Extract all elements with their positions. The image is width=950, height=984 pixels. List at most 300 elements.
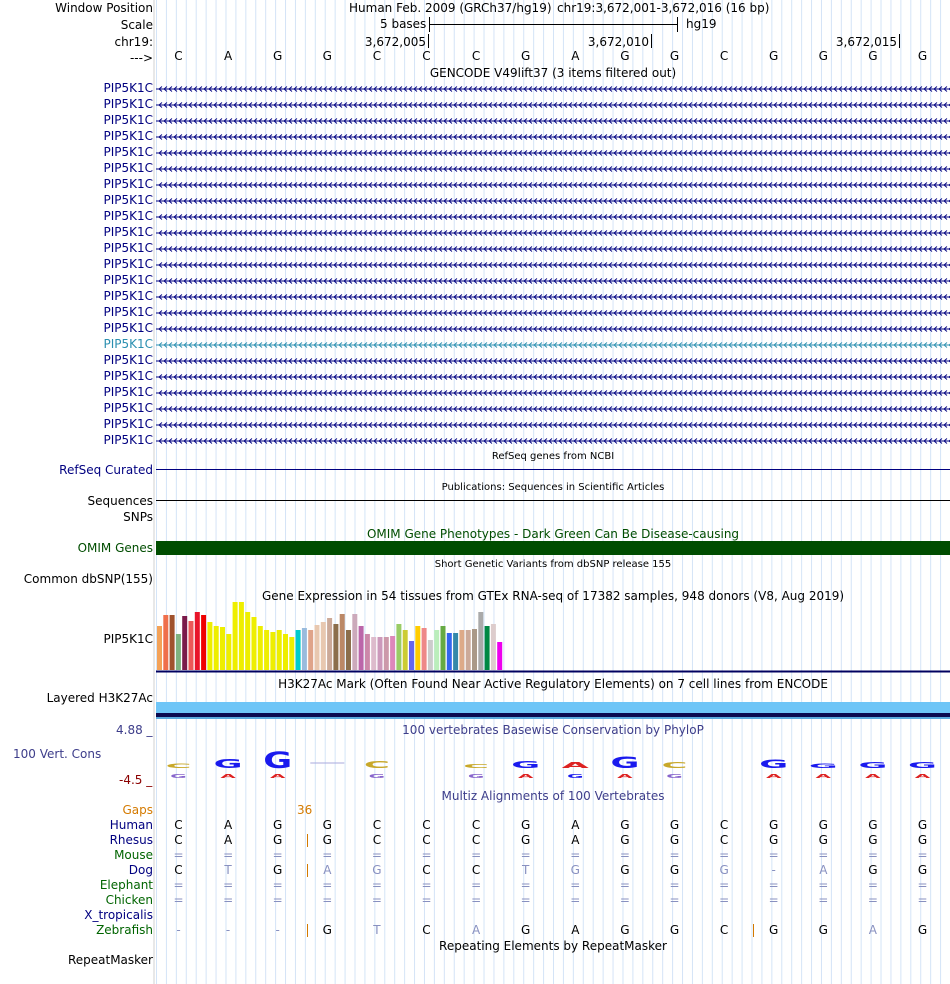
ruler-tick-label: 3,672,005 [364, 35, 426, 49]
alignment-base: G [521, 818, 531, 832]
phylop-track-title: 100 vertebrates Basewise Conservation by PhyloP [402, 723, 704, 737]
phylop-logo-letter: G [567, 773, 584, 780]
phylop-logo-letter: C [661, 760, 688, 771]
alignment-base: = [223, 893, 234, 907]
gtex-bar [403, 630, 408, 670]
alignment-base: A [471, 923, 481, 937]
alignment-base: = [421, 893, 432, 907]
gtex-bar [346, 630, 351, 670]
alignment-base: = [867, 878, 878, 892]
alignment-base: A [223, 833, 233, 847]
base-letter: G [521, 49, 531, 63]
gtex-bar [270, 632, 275, 670]
phylop-logo-letter: A [561, 760, 589, 771]
gtex-bar [264, 630, 269, 670]
alignment-base: = [520, 848, 531, 862]
gtex-bar [163, 615, 168, 670]
ruler-tick-label: 3,672,010 [587, 35, 649, 49]
alignment-base: G [570, 863, 580, 877]
base-letter: G [769, 49, 779, 63]
gtex-bar [201, 615, 206, 670]
phylop-logo-letter: A [865, 773, 881, 780]
gtex-bar [214, 626, 219, 670]
gtex-bar [226, 634, 231, 670]
phylop-logo-letter: A [914, 773, 931, 780]
alignment-base: = [669, 848, 680, 862]
gtex-bar [277, 630, 282, 670]
omim-track-label[interactable]: OMIM Genes [77, 541, 153, 555]
alignment-base: = [669, 878, 680, 892]
phylop-logo-letter: C [363, 759, 390, 771]
alignment-base: G [273, 818, 283, 832]
alignment-base: G [273, 863, 283, 877]
alignment-base: - [225, 923, 231, 937]
alignment-base: = [917, 893, 928, 907]
alignment-base: G [669, 818, 680, 832]
gencode-transcript-line[interactable] [156, 100, 950, 110]
alignment-base: G [620, 818, 630, 832]
phylop-logo-letter: A [617, 773, 633, 780]
alignment-base: = [371, 848, 382, 862]
strand-label: ---> [129, 51, 153, 65]
gtex-bar [176, 634, 181, 670]
alignment-base: = [272, 848, 283, 862]
phylop-logo-letter: G [808, 762, 838, 770]
alignment-base: A [323, 863, 332, 877]
base-letter: A [571, 49, 580, 63]
alignment-base: = [867, 893, 878, 907]
alignment-base: A [868, 923, 877, 937]
gencode-transcript-line[interactable] [156, 116, 950, 126]
alignment-base: G [818, 923, 828, 937]
gencode-transcript-line[interactable] [156, 196, 950, 206]
gaps-label[interactable]: Gaps [122, 803, 153, 817]
gencode-transcript-line[interactable] [156, 228, 950, 238]
dbsnp-track-title: Short Genetic Variants from dbSNP release 155 [434, 559, 672, 570]
repeatmasker-track-label[interactable]: RepeatMasker [67, 953, 153, 967]
gtex-bar [365, 634, 370, 670]
gencode-track-title: GENCODE V49lift37 (3 items filtered out) [429, 66, 677, 80]
gencode-transcript-label[interactable]: PIP5K1C [103, 97, 153, 111]
alignment-base: = [223, 848, 234, 862]
gtex-bar [321, 622, 326, 670]
gtex-bar [378, 637, 383, 670]
alignment-base: = [371, 878, 382, 892]
gtex-bar [453, 633, 458, 670]
gtex-bar [220, 627, 225, 670]
alignment-base: = [917, 878, 928, 892]
chrom-label: chr19: [114, 35, 153, 49]
alignment-base: = [768, 848, 779, 862]
gencode-transcript-label[interactable]: PIP5K1C [103, 369, 153, 383]
gtex-bar [258, 626, 263, 670]
gencode-transcript-line[interactable] [156, 132, 950, 142]
alignment-base: G [372, 863, 382, 877]
alignment-base: C [471, 818, 481, 832]
gtex-bar [296, 630, 301, 670]
gencode-transcript-label[interactable]: PIP5K1C [103, 81, 153, 95]
alignment-base: = [768, 893, 779, 907]
gtex-bar [189, 621, 194, 670]
alignment-base: G [719, 863, 729, 877]
gtex-bar [308, 630, 313, 670]
gencode-transcript-line[interactable] [156, 340, 950, 350]
alignment-base: = [520, 878, 531, 892]
gencode-transcript-line[interactable] [156, 420, 950, 430]
gtex-bar [289, 637, 294, 670]
gtex-bar [315, 625, 320, 670]
species-label[interactable]: Human [109, 818, 153, 832]
base-letter: G [620, 49, 630, 63]
phylop-logo-letter: G [213, 756, 243, 772]
alignment-base: = [371, 893, 382, 907]
gtex-bar-chart[interactable] [156, 600, 950, 675]
gencode-transcript-label[interactable]: PIP5K1C [103, 337, 153, 351]
gtex-bar [327, 618, 332, 670]
phylop-logo-letter: G [170, 773, 187, 780]
phylop-track-label[interactable]: 100 Vert. Cons [13, 747, 102, 761]
gtex-bar [239, 602, 244, 670]
alignment-base: C [372, 818, 382, 832]
gencode-transcript-line[interactable] [156, 436, 950, 446]
alignment-base: A [819, 863, 828, 877]
refseq-gene-line[interactable] [156, 469, 950, 470]
alignment-base: C [422, 818, 431, 832]
scale-text: 5 bases [380, 17, 427, 31]
omim-track-title: OMIM Gene Phenotypes - Dark Green Can Be Disease-causing [366, 527, 740, 541]
publications-line[interactable] [156, 500, 950, 501]
gtex-bar [441, 626, 446, 670]
alignment-base: G [322, 818, 332, 832]
alignment-base: = [471, 878, 482, 892]
alignment-base: - [176, 923, 181, 937]
gtex-bar [283, 634, 288, 670]
alignment-base: = [173, 893, 184, 907]
gtex-bar [157, 626, 162, 670]
gtex-bar [409, 641, 414, 670]
gtex-bar [252, 617, 257, 670]
refseq-track-label[interactable]: RefSeq Curated [59, 463, 153, 477]
gtex-bar [459, 630, 464, 670]
species-label[interactable]: Chicken [105, 893, 153, 907]
gencode-transcript-label[interactable]: PIP5K1C [103, 257, 153, 271]
gencode-transcript-line[interactable] [156, 148, 950, 158]
base-letter: G [917, 49, 928, 63]
gtex-bar [415, 626, 420, 670]
gap-count: 36 [297, 803, 313, 817]
publications-track-title: Publications: Sequences in Scientific Articles [441, 482, 665, 493]
species-label[interactable]: X_tropicalis [84, 908, 153, 922]
alignment-base: C [471, 863, 481, 877]
gencode-transcript-line[interactable] [156, 356, 950, 366]
species-label[interactable]: Zebrafish [96, 923, 153, 937]
phylop-logo-letter: G [263, 747, 293, 774]
gencode-transcript-label[interactable]: PIP5K1C [103, 321, 153, 335]
gencode-transcript-label[interactable]: PIP5K1C [103, 177, 153, 191]
alignment-base: = [471, 848, 482, 862]
gencode-transcript-label[interactable]: PIP5K1C [103, 433, 153, 447]
gap-marker [307, 864, 308, 877]
gencode-transcript-line[interactable] [156, 308, 950, 318]
gencode-transcript-label[interactable]: PIP5K1C [103, 305, 153, 319]
phylop-logo[interactable] [156, 742, 950, 782]
gencode-transcript-line[interactable] [156, 372, 950, 382]
alignment-base: = [173, 848, 184, 862]
scale-label: Scale [120, 18, 153, 32]
gencode-transcript-line[interactable] [156, 324, 950, 334]
gencode-transcript-label[interactable]: PIP5K1C [103, 209, 153, 223]
alignment-base: G [917, 923, 928, 937]
alignment-base: G [620, 863, 630, 877]
dbsnp-track-label[interactable]: Common dbSNP(155) [23, 572, 153, 586]
alignment-base: G [868, 818, 878, 832]
alignment-base: G [769, 923, 779, 937]
phylop-logo-letter: G [511, 759, 541, 771]
gtex-bar [384, 637, 389, 670]
alignment-base: = [719, 893, 730, 907]
alignment-base: = [619, 893, 630, 907]
gtex-bar [340, 614, 345, 670]
alignment-base: G [669, 923, 680, 937]
gencode-transcript-line[interactable] [156, 180, 950, 190]
alignment-base: G [322, 923, 332, 937]
omim-gene-bar[interactable] [156, 541, 950, 555]
gtex-bar [352, 614, 357, 670]
gencode-transcript-label[interactable]: PIP5K1C [103, 385, 153, 399]
multiz-track-title: Multiz Alignments of 100 Vertebrates [441, 789, 665, 803]
window-position-label: Window Position [55, 1, 153, 15]
alignment-base: = [917, 848, 928, 862]
alignment-base: T [373, 923, 381, 937]
alignment-base: T [522, 863, 530, 877]
phylop-logo-letter: G [467, 773, 485, 780]
phylop-max-label: 4.88 _ [116, 723, 153, 737]
scale-db: hg19 [686, 17, 717, 31]
ruler-tick-label: 3,672,015 [835, 35, 897, 49]
gtex-bar [302, 628, 307, 670]
alignment-base: = [619, 878, 630, 892]
window-position: chr19:3,672,001-3,672,016 (16 bp) [557, 1, 770, 15]
phylop-logo-letter: A [765, 773, 782, 780]
scale-bar [429, 17, 678, 33]
publications-track-label[interactable]: Sequences [87, 494, 153, 508]
gtex-track-title: Gene Expression in 54 tissues from GTEx RNA-seq of 17382 samples, 948 donors (V8, Aug 2019) [261, 589, 845, 603]
base-letter: C [422, 49, 431, 63]
gencode-transcript-label[interactable]: PIP5K1C [103, 353, 153, 367]
gtex-bar [497, 642, 502, 670]
h3k27ac-signal-edge [156, 717, 950, 719]
gtex-bar [434, 630, 439, 670]
gtex-bar [396, 624, 401, 670]
gtex-track-label[interactable]: PIP5K1C [103, 632, 153, 646]
gencode-transcript-label[interactable]: PIP5K1C [103, 161, 153, 175]
gtex-bar [195, 612, 200, 670]
phylop-logo-letter: G [666, 773, 683, 780]
gencode-transcript-line[interactable] [156, 84, 950, 94]
alignment-base: C [174, 833, 183, 847]
assembly-name: Human Feb. 2009 (GRCh37/hg19) [349, 1, 552, 15]
gtex-bar [428, 640, 433, 670]
base-letter: G [273, 49, 283, 63]
gtex-bar [491, 624, 496, 670]
alignment-base: - [275, 923, 280, 937]
phylop-logo-letter: C [463, 762, 490, 770]
alignment-base: = [272, 878, 283, 892]
gencode-transcript-line[interactable] [156, 292, 950, 302]
gencode-transcript-label[interactable]: PIP5K1C [103, 113, 153, 127]
gencode-transcript-line[interactable] [156, 276, 950, 286]
gtex-bar [182, 616, 187, 670]
gencode-transcript-label[interactable]: PIP5K1C [103, 417, 153, 431]
alignment-base: G [818, 818, 828, 832]
base-letter: A [223, 49, 233, 63]
alignment-base: A [223, 818, 233, 832]
gap-marker [307, 924, 308, 937]
species-label[interactable]: Rhesus [109, 833, 153, 847]
alignment-base: G [273, 833, 283, 847]
phylop-logo-letter: A [269, 773, 286, 780]
alignment-base: = [272, 893, 283, 907]
alignment-base: = [867, 848, 878, 862]
gencode-transcript-label[interactable]: PIP5K1C [103, 129, 153, 143]
alignment-base: = [619, 848, 630, 862]
base-letter: C [719, 49, 729, 63]
alignment-base: G [620, 833, 630, 847]
alignment-base: C [422, 833, 431, 847]
alignment-base: G [868, 863, 878, 877]
h3k27ac-track-title: H3K27Ac Mark (Often Found Near Active Regulatory Elements) on 7 cell lines from ENCODE [278, 677, 828, 691]
phylop-logo-letter: G [368, 773, 386, 780]
base-letter: G [868, 49, 878, 63]
gtex-bar [390, 636, 395, 670]
h3k27ac-signal-light[interactable] [156, 702, 950, 713]
species-label[interactable]: Mouse [114, 848, 153, 862]
alignment-base: C [174, 863, 183, 877]
alignment-base: G [917, 863, 928, 877]
gtex-bar [422, 628, 427, 670]
alignment-base: = [570, 893, 581, 907]
phylop-logo-letter: G [858, 760, 888, 771]
alignment-base: = [818, 848, 829, 862]
alignment-base: C [719, 818, 729, 832]
gencode-transcript-line[interactable] [156, 244, 950, 254]
alignment-base: = [322, 848, 333, 862]
gencode-transcript-label[interactable]: PIP5K1C [103, 145, 153, 159]
gap-marker [307, 834, 308, 847]
alignment-base: C [372, 833, 382, 847]
alignment-base: = [223, 878, 234, 892]
alignment-base: A [571, 923, 580, 937]
h3k27ac-track-label[interactable]: Layered H3K27Ac [46, 691, 153, 705]
gtex-bar [466, 630, 471, 670]
alignment-base: = [322, 878, 333, 892]
phylop-logo-letter: A [815, 773, 832, 780]
alignment-base: = [173, 878, 184, 892]
label-separator [153, 0, 155, 984]
alignment-base: = [570, 878, 581, 892]
gencode-transcript-label[interactable]: PIP5K1C [103, 241, 153, 255]
alignment-base: G [322, 833, 332, 847]
alignment-base: G [669, 863, 680, 877]
gencode-transcript-label[interactable]: PIP5K1C [103, 401, 153, 415]
alignment-base: = [322, 893, 333, 907]
base-letter: C [372, 49, 382, 63]
gencode-transcript-line[interactable] [156, 388, 950, 398]
gtex-bar [170, 615, 175, 670]
species-label[interactable]: Dog [128, 863, 153, 877]
alignment-base: = [570, 848, 581, 862]
alignment-base: = [719, 878, 730, 892]
gencode-transcript-line[interactable] [156, 404, 950, 414]
alignment-base: = [818, 893, 829, 907]
alignment-base: G [521, 833, 531, 847]
alignment-base: = [421, 848, 432, 862]
gtex-bar [485, 626, 490, 670]
alignment-base: C [174, 818, 183, 832]
alignment-base: = [719, 848, 730, 862]
phylop-logo-letter: G [610, 753, 640, 773]
base-letter: G [322, 49, 332, 63]
alignment-base: C [719, 833, 729, 847]
gtex-bar [359, 626, 364, 670]
alignment-base: C [719, 923, 729, 937]
refseq-track-title: RefSeq genes from NCBI [491, 451, 615, 462]
phylop-min-label: -4.5 _ [119, 773, 153, 787]
gencode-transcript-label[interactable]: PIP5K1C [103, 225, 153, 239]
alignment-base: = [520, 893, 531, 907]
phylop-logo-letter: G [908, 760, 937, 771]
gtex-bar [371, 637, 376, 670]
gtex-bar [478, 612, 483, 670]
gencode-transcript-label[interactable]: PIP5K1C [103, 193, 153, 207]
phylop-logo-letter: C [165, 762, 192, 770]
gtex-bar [472, 629, 477, 670]
ruler-tick-mark [899, 34, 900, 48]
alignment-base: G [669, 833, 680, 847]
ruler-tick-mark [428, 34, 429, 48]
alignment-base: = [421, 878, 432, 892]
alignment-base: C [422, 863, 431, 877]
repeatmasker-track-title: Repeating Elements by RepeatMasker [439, 939, 667, 953]
alignment-base: G [868, 833, 878, 847]
snps-track-label[interactable]: SNPs [123, 510, 153, 524]
species-label[interactable]: Elephant [99, 878, 153, 892]
phylop-logo-letter: G [759, 758, 789, 772]
gap-marker [753, 924, 754, 937]
gencode-transcript-line[interactable] [156, 260, 950, 270]
gencode-transcript-label[interactable]: PIP5K1C [103, 273, 153, 287]
alignment-base: C [471, 833, 481, 847]
gencode-transcript-line[interactable] [156, 164, 950, 174]
alignment-base: = [471, 893, 482, 907]
alignment-base: T [224, 863, 232, 877]
gtex-bar [207, 622, 212, 670]
gencode-transcript-label[interactable]: PIP5K1C [103, 289, 153, 303]
alignment-base: G [769, 818, 779, 832]
gtex-bar [333, 624, 338, 670]
alignment-base: = [669, 893, 680, 907]
alignment-base: = [818, 878, 829, 892]
base-letter: G [818, 49, 828, 63]
gtex-bar [447, 633, 452, 670]
gencode-transcript-line[interactable] [156, 212, 950, 222]
alignment-base: A [571, 818, 580, 832]
alignment-base: G [818, 833, 828, 847]
alignment-base: G [769, 833, 779, 847]
alignment-base: C [422, 923, 431, 937]
ruler-tick-mark [651, 34, 652, 48]
alignment-base: G [620, 923, 630, 937]
